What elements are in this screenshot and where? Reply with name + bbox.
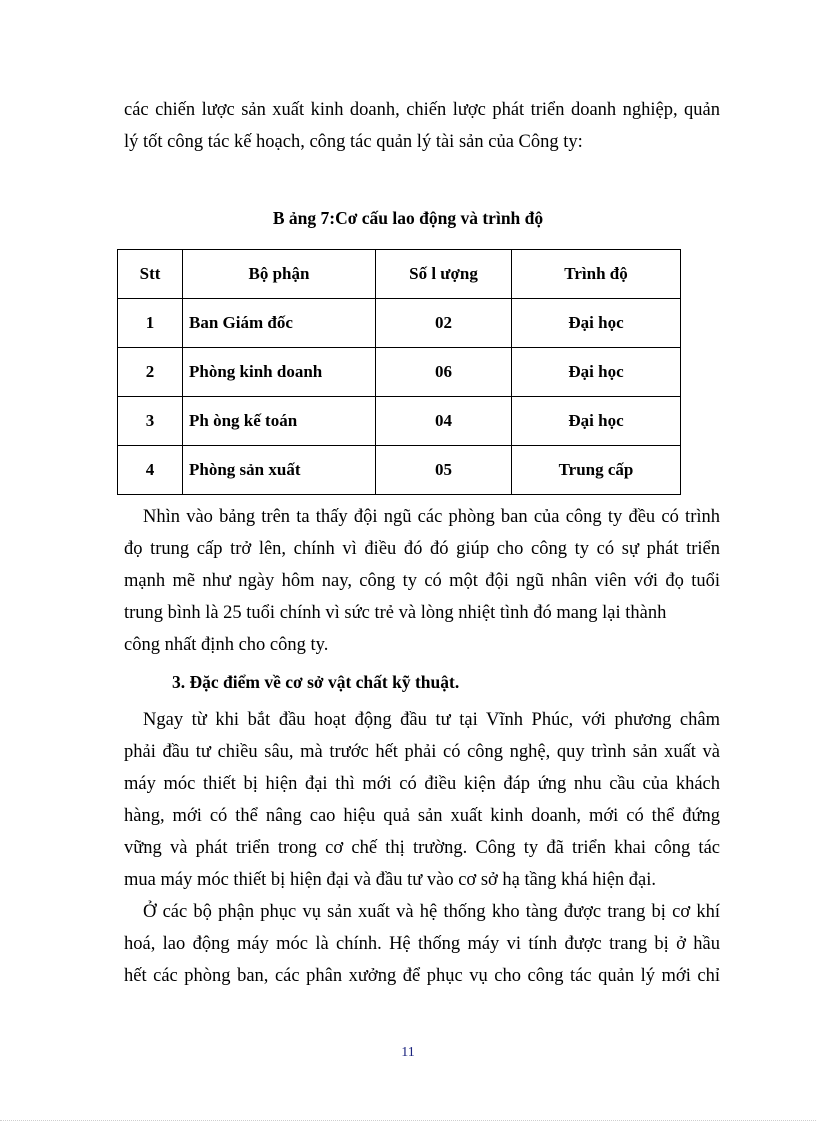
cell-level: Trung cấp xyxy=(512,446,681,495)
equipment-paragraph xyxy=(124,896,720,992)
page-bottom-rule xyxy=(0,1120,816,1121)
cell-stt: 2 xyxy=(118,348,183,397)
text-line: các chiến lược sản xuất kinh doanh, chiến lược phát triển doanh nghiệp, quản xyxy=(124,100,720,120)
text-line: công nhất định cho công ty. xyxy=(124,635,329,655)
column-header-level: Trình độ xyxy=(512,250,681,299)
cell-quantity: 06 xyxy=(376,348,512,397)
text-line: mua máy móc thiết bị hiện đại và đầu tư vào cơ sở hạ tầng khá hiện đại. xyxy=(124,870,657,890)
staff-table xyxy=(117,249,681,495)
text-line: Ở các bộ phận phục vụ sản xuất và hệ thống kho tàng được trang bị cơ khí xyxy=(143,902,720,922)
cell-department: Ban Giám đốc xyxy=(183,299,376,348)
cell-level: Đại học xyxy=(512,397,681,446)
cell-department: Ph òng kế toán xyxy=(183,397,376,446)
column-header-department: Bộ phận xyxy=(183,250,376,299)
column-header-quantity: Số l ượng xyxy=(376,250,512,299)
section-heading: 3. Đặc điểm về cơ sở vật chất kỹ thuật. xyxy=(172,672,460,692)
facility-paragraph xyxy=(124,704,720,896)
cell-department: Phòng sản xuất xyxy=(183,446,376,495)
column-header-stt: Stt xyxy=(118,250,183,299)
table-row xyxy=(118,397,681,446)
table-analysis-paragraph xyxy=(124,501,720,661)
intro-paragraph xyxy=(124,94,720,158)
cell-quantity: 05 xyxy=(376,446,512,495)
text-line: đọ trung cấp trở lên, chính vì điều đó đó giúp cho công ty có sự phát triển xyxy=(124,539,720,559)
cell-stt: 4 xyxy=(118,446,183,495)
text-line: mạnh mẽ như ngày hôm nay, công ty có một đội ngũ nhân viên với đọ tuổi xyxy=(124,571,720,591)
table-row xyxy=(118,446,681,495)
text-line: hàng, mới có thể nâng cao hiệu quả sản xuất kinh doanh, mới có thể đứng xyxy=(124,806,720,826)
cell-quantity: 02 xyxy=(376,299,512,348)
table-row xyxy=(118,348,681,397)
text-line: trung bình là 25 tuổi chính vì sức trẻ và lòng nhiệt tình đó mang lại thành xyxy=(124,603,667,623)
text-line: hết các phòng ban, các phân xưởng để phục vụ cho công tác quản lý mới chỉ xyxy=(124,966,720,986)
cell-quantity: 04 xyxy=(376,397,512,446)
cell-level: Đại học xyxy=(512,348,681,397)
page-number: 11 xyxy=(401,1045,415,1060)
cell-level: Đại học xyxy=(512,299,681,348)
text-line: lý tốt công tác kế hoạch, công tác quản lý tài sản của Công ty: xyxy=(124,132,583,152)
table-caption: B ảng 7:Cơ cấu lao động và trình độ xyxy=(272,208,544,228)
table-row xyxy=(118,299,681,348)
cell-department: Phòng kinh doanh xyxy=(183,348,376,397)
text-line: Ngay từ khi bắt đầu hoạt động đầu tư tại Vĩnh Phúc, với phương châm xyxy=(143,710,720,730)
cell-stt: 1 xyxy=(118,299,183,348)
table-header-row xyxy=(118,250,681,299)
text-line: máy móc thiết bị hiện đại thì mới có điều kiện đáp ứng nhu cầu của khách xyxy=(124,774,720,794)
text-line: phải đầu tư chiều sâu, mà trước hết phải có công nghệ, quy trình sản xuất và xyxy=(124,742,720,762)
text-line: vững và phát triển trong cơ chế thị trường. Công ty đã triển khai công tác xyxy=(124,838,720,858)
text-line: Nhìn vào bảng trên ta thấy đội ngũ các phòng ban của công ty đều có trình xyxy=(143,507,720,527)
text-line: hoá, lao động máy móc là chính. Hệ thống máy vi tính được trang bị ở hầu xyxy=(124,934,720,954)
cell-stt: 3 xyxy=(118,397,183,446)
